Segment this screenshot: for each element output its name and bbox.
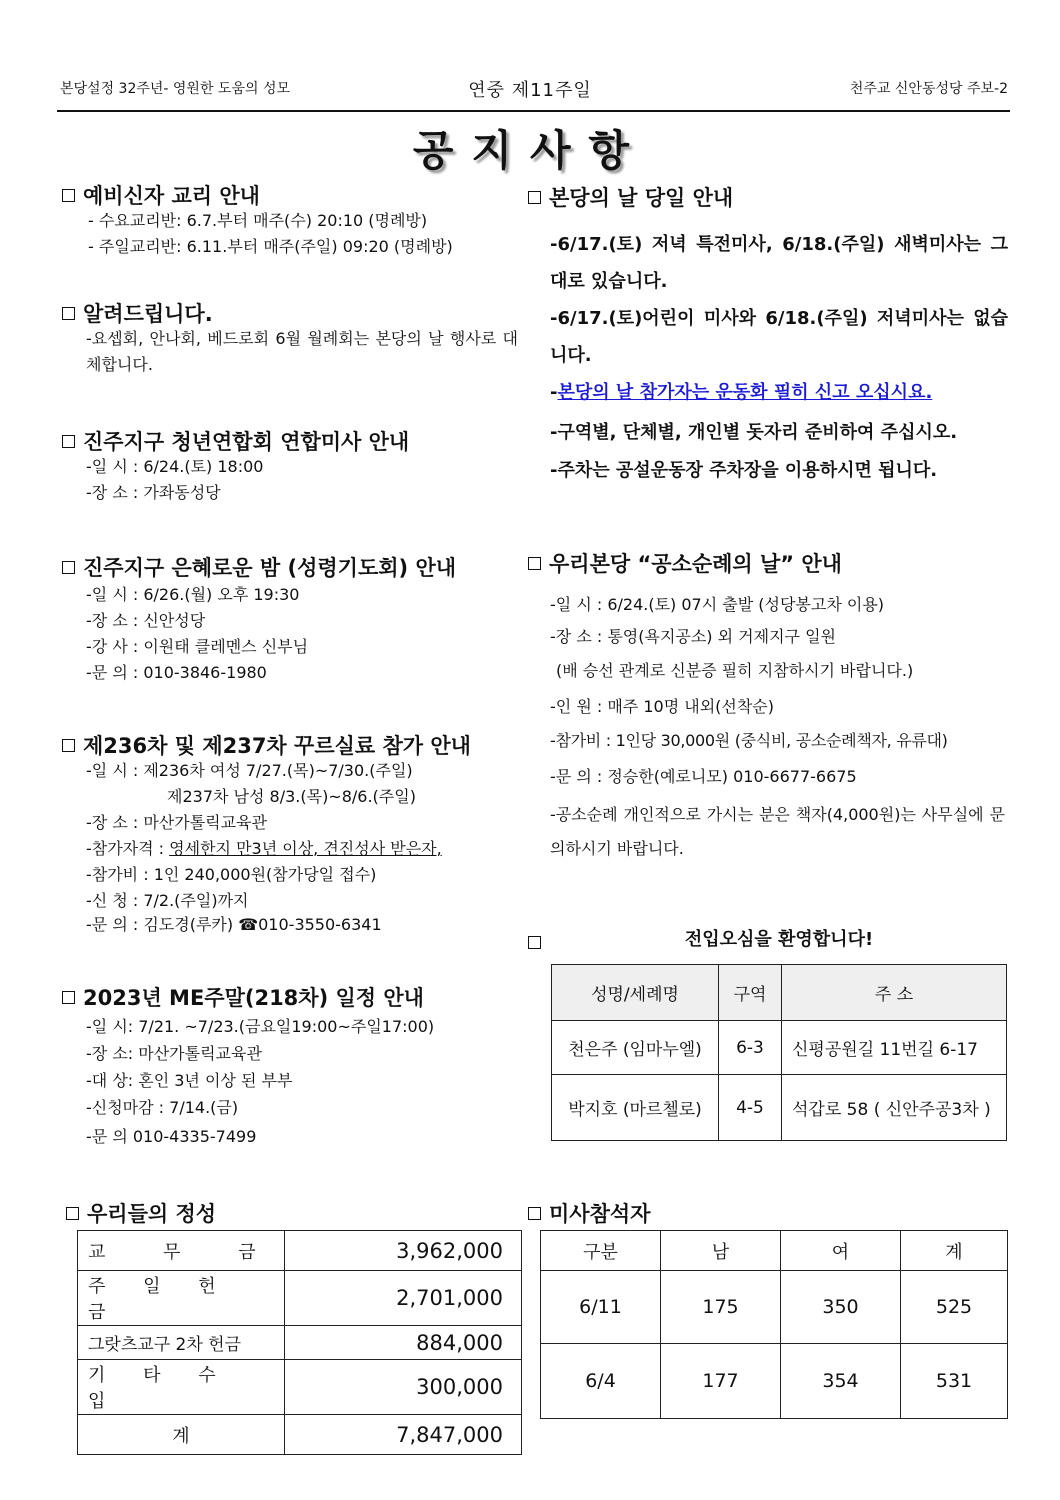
me-weekend-line: -대 상: 혼인 3년 이상 된 부부 (86, 1071, 293, 1090)
grace-night-line: -장 소 : 신안성당 (86, 611, 206, 630)
table-cell: 6/4 (541, 1344, 661, 1419)
table-cell: 354 (781, 1344, 901, 1419)
cursillo-date-2: 제237차 남성 8/3.(목)~8/6.(주일) (167, 787, 416, 806)
offering-total-amount: 7,847,000 (285, 1415, 522, 1455)
checkbox-icon (528, 191, 541, 204)
welcome-checkbox (528, 934, 549, 953)
section-attendance-title: 미사참석자 (528, 1198, 650, 1228)
table-row (78, 1271, 522, 1326)
pilgrimage-line: -인 원 : 매주 10명 내외(선착순) (550, 697, 774, 716)
table-cell: 4-5 (719, 1075, 782, 1141)
section-grace-night-title: 진주지구 은혜로운 밤 (성령기도회) 안내 (62, 552, 456, 582)
offering-amount: 3,962,000 (285, 1231, 522, 1271)
table-cell: 525 (901, 1271, 1008, 1344)
section-parish-day-title: 본당의 날 당일 안내 (528, 182, 733, 212)
table-row (541, 1231, 1008, 1271)
section-notice-title: 알려드립니다. (62, 298, 213, 328)
offering-label: 주 일 헌 금 (78, 1271, 285, 1326)
checkbox-icon (528, 1207, 541, 1220)
offering-amount: 884,000 (285, 1326, 522, 1360)
offering-label: 교 무 금 (78, 1231, 285, 1271)
attendance-table (540, 1230, 1008, 1419)
grace-night-line: -강 사 : 이원태 클레멘스 신부님 (86, 637, 309, 656)
page-title: 공지사항 (412, 126, 648, 175)
header-center: 연중 제11주일 (468, 80, 592, 101)
section-youth-mass-title: 진주지구 청년연합회 연합미사 안내 (62, 426, 409, 456)
offerings-table (77, 1230, 522, 1455)
checkbox-icon (62, 307, 75, 320)
checkbox-icon (66, 1207, 79, 1220)
grace-night-line: -문 의 : 010-3846-1980 (86, 663, 267, 682)
parish-day-p2: -6/17.(토)어린이 미사와 6/18.(주일) 저녁미사는 없습니다. (550, 308, 1008, 366)
catechism-line-2: - 주일교리반: 6.11.부터 매주(주일) 09:20 (명례방) (88, 237, 453, 256)
youth-mass-date: -일 시 : 6/24.(토) 18:00 (86, 457, 264, 476)
table-header: 계 (901, 1231, 1008, 1271)
checkbox-icon (62, 739, 75, 752)
table-row (541, 1271, 1008, 1344)
pilgrimage-note: -공소순례 개인적으로 가시는 분은 책자(4,000원)는 사무실에 문의하시기 바랍니다. (550, 805, 1005, 858)
table-row (78, 1231, 522, 1271)
checkbox-icon (62, 561, 75, 574)
section-cursillo-title: 제236차 및 제237차 꾸르실료 참가 안내 (62, 730, 471, 760)
me-weekend-line: -신청마감 : 7/14.(금) (86, 1098, 239, 1117)
table-cell: 석갑로 58 ( 신안주공3차 ) (782, 1075, 1007, 1141)
table-cell: 177 (661, 1344, 781, 1419)
table-row (78, 1415, 522, 1455)
checkbox-icon (528, 936, 541, 949)
table-row (552, 1021, 1007, 1075)
notice-text: -요셉회, 안나회, 베드로회 6월 월례회는 본당의 날 행사로 대체합니다. (86, 329, 518, 374)
cursillo-place: -장 소 : 마산가톨릭교육관 (86, 813, 267, 832)
table-row (552, 1075, 1007, 1141)
table-row (552, 965, 1007, 1021)
offering-amount: 2,701,000 (285, 1271, 522, 1326)
me-weekend-line: -일 시: 7/21. ~7/23.(금요일19:00~주일17:00) (86, 1017, 435, 1036)
pilgrimage-line: (배 승선 관계로 신분증 필히 지참하시기 바랍니다.) (556, 661, 914, 680)
parish-day-p3: -본당의 날 참가자는 운동화 필히 신고 오십시요. (550, 382, 933, 403)
header-divider (57, 110, 1010, 112)
table-cell: 신평공원길 11번길 6-17 (782, 1021, 1007, 1075)
catechism-line-1: - 수요교리반: 6.7.부터 매주(수) 20:10 (명례방) (88, 211, 428, 230)
cursillo-fee: -참가비 : 1인 240,000원(참가당일 접수) (86, 865, 377, 884)
pilgrimage-line: -일 시 : 6/24.(토) 07시 출발 (성당봉고차 이용) (550, 595, 885, 614)
me-weekend-line: -문 의 010-4335-7499 (86, 1127, 257, 1146)
section-catechism-title: 예비신자 교리 안내 (62, 180, 260, 210)
phone-icon: ☎ (238, 915, 259, 934)
parish-day-p4: -구역별, 단체별, 개인별 돗자리 준비하여 주십시오. (550, 422, 958, 443)
table-row (78, 1326, 522, 1360)
cursillo-contact: -문 의 : 김도경(루카) ☎010-3550-6341 (86, 912, 382, 938)
table-header: 남 (661, 1231, 781, 1271)
welcome-table (551, 964, 1007, 1141)
table-header: 구분 (541, 1231, 661, 1271)
table-header: 주 소 (782, 965, 1007, 1021)
table-cell: 6-3 (719, 1021, 782, 1075)
header-left: 본당설정 32주년- 영원한 도움의 성모 (60, 81, 291, 97)
table-header: 구역 (719, 965, 782, 1021)
parish-day-p5: -주차는 공설운동장 주차장을 이용하시면 됩니다. (550, 460, 938, 481)
table-cell: 350 (781, 1271, 901, 1344)
section-me-weekend-title: 2023년 ME주말(218차) 일정 안내 (62, 982, 424, 1012)
me-weekend-line: -장 소: 마산가톨릭교육관 (86, 1044, 262, 1063)
checkbox-icon (62, 991, 75, 1004)
checkbox-icon (62, 435, 75, 448)
pilgrimage-line: -장 소 : 통영(욕지공소) 외 거제지구 일원 (550, 627, 837, 646)
pilgrimage-line: -참가비 : 1인당 30,000원 (중식비, 공소순례책자, 유류대) (550, 731, 948, 750)
offering-label: 그랏츠교구 2차 헌금 (78, 1326, 285, 1360)
table-row (541, 1344, 1008, 1419)
pilgrimage-line: -문 의 : 정승한(예로니모) 010-6677-6675 (550, 767, 857, 786)
header-right: 천주교 신안동성당 주보-2 (849, 81, 1008, 97)
table-cell: 천은주 (임마누엘) (552, 1021, 719, 1075)
table-cell: 175 (661, 1271, 781, 1344)
table-cell: 박지호 (마르첼로) (552, 1075, 719, 1141)
table-header: 여 (781, 1231, 901, 1271)
offering-amount: 300,000 (285, 1360, 522, 1415)
cursillo-apply: -신 청 : 7/2.(주일)까지 (86, 891, 249, 910)
section-pilgrimage-title: 우리본당 “공소순례의 날” 안내 (528, 548, 842, 578)
offering-total-label: 계 (78, 1415, 285, 1455)
table-cell: 6/11 (541, 1271, 661, 1344)
welcome-title: 전입오심을 환영합니다! (684, 929, 874, 950)
table-row (78, 1360, 522, 1415)
youth-mass-place: -장 소 : 가좌동성당 (86, 483, 221, 502)
offering-label: 기 타 수 입 (78, 1360, 285, 1415)
section-offerings-title: 우리들의 정성 (66, 1198, 216, 1228)
checkbox-icon (62, 189, 75, 202)
cursillo-date-1: -일 시 : 제236차 여성 7/27.(목)~7/30.(주일) (86, 761, 413, 780)
grace-night-line: -일 시 : 6/26.(월) 오후 19:30 (86, 585, 300, 604)
table-header: 성명/세례명 (552, 965, 719, 1021)
table-cell: 531 (901, 1344, 1008, 1419)
checkbox-icon (528, 557, 541, 570)
cursillo-qualification: -참가자격 : 영세한지 만3년 이상, 견진성사 받은자, (86, 839, 442, 858)
parish-day-p1: -6/17.(토) 저녁 특전미사, 6/18.(주일) 새벽미사는 그대로 있습니다. (550, 234, 1008, 292)
